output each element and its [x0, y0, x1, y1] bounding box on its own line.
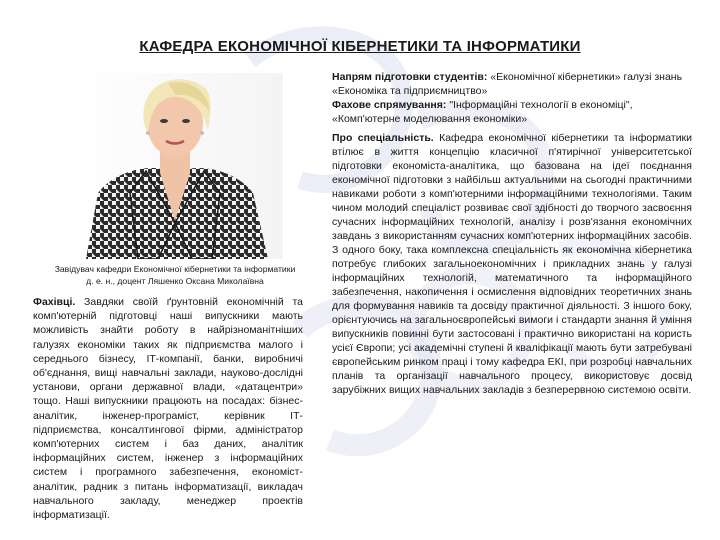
direction-value: «Економічної кібернетики» галузі знань «Економіка та підприємництво»	[332, 71, 683, 97]
caption-name: д. е. н., доцент Ляшенко Оксана Миколаївна	[86, 276, 264, 286]
photo-caption	[30, 263, 320, 287]
about-specialty-label: Про спеціальність.	[332, 132, 434, 144]
page-title: КАФЕДРА ЕКОНОМІЧНОЇ КІБЕРНЕТИКИ ТА ІНФОРМАТИКИ	[139, 38, 581, 55]
direction-label: Напрям підготовки студентів:	[332, 71, 488, 83]
specialization-label: Фахове спрямування:	[332, 99, 447, 111]
caption-position: Завідувач кафедри Економічної кібернетики та інформатики	[54, 264, 296, 274]
program-info	[332, 70, 692, 126]
specialists-label: Фахівці.	[33, 296, 76, 308]
about-specialty-paragraph	[332, 131, 692, 397]
portrait-photo	[68, 73, 283, 259]
about-specialty-text: Кафедра економічної кібернетики та інформатики втілює в життя концепцію класичної п'ятирічної університетської підготовки економіста-аналітика, що базована на ідеї поєднання економічної підготовки з найбільш актуальними на сьогодні практичними навиками роботи з комп'ютерними інформаційними технологіями. Таким чином молодий спеціаліст розвиває свої здібності до творчого засвоєння сучасних інформаційних технологій, аналізу і розв'язання економічних завдань з використанням сучасних комп'ютерних інформаційних засобів. З одного боку, така комплексна спеціальність як економічна кібернетика потребує глибоких загальноекономічних і прикладних знань у галузі інформаційних технологій, математичного та інформаційного забезпечення, накопичення і осмислення відповідних теоретичних знань для формування навиків та досвіду практичної діяльності. З іншого боку, орієнтуючись на загальноєвропейські вимоги і стандарти знання й уміння випускників повинні бути застосовані і практично використані на користь усієї Європи; усі академічні ступені й кваліфікації мають бути затребувані європейським ринком праці і тому кафедра ЕКІ, при розробці навчальних планів та організації навчального процесу, використовує досвід зарубіжних вищих навчальних закладів з безперервною системою освіти.	[332, 132, 693, 396]
specialization-value: "Інформаційні технології в економіці", «Комп'ютерне моделювання економіки»	[332, 99, 633, 125]
specialists-paragraph	[33, 295, 303, 522]
direction-paragraph	[332, 70, 692, 98]
specialists-text: Завдяки своїй ґрунтовній економічній та комп'ютерній підготовці наші випускники мають можливість знайти роботу в найрізноманітніших галузях економіки таких як підприємства малого і середнього бізнесу, ІТ-компанії, банки, виробничі об'єднання, вищі навчальні заклади, науково-дослідні установи, органи державної влади, «датацентри» тощо. Наші випускники працюють на посадах: бізнес-аналітик, інженер-програміст, керівник ІТ-підприємства, консалтингової фірми, адміністратор комп'ютерних систем і баз даних, аналітик інформаційних систем, інженер з інформаційних систем і програмного забезпечення, економіст-аналітик, радник з питань інформатизації, викладач навчального закладу, менеджер проектів інформатизації.	[33, 296, 303, 522]
specialization-paragraph	[332, 98, 692, 126]
